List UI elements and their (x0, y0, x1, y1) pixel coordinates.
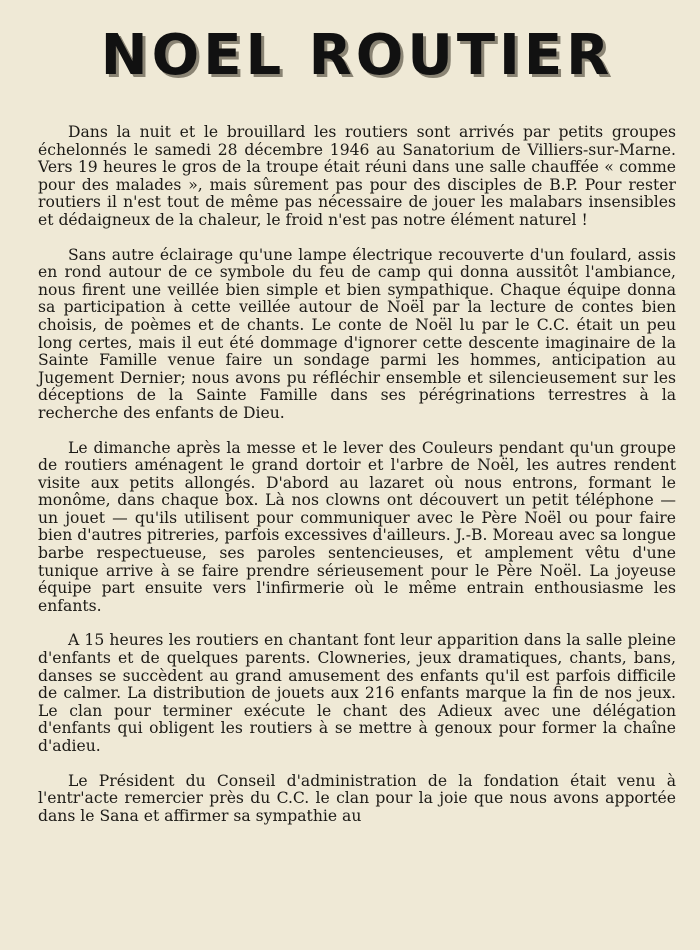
paragraph-3: Le dimanche après la messe et le lever des Couleurs pendant qu'un groupe de routiers aménagent le grand dortoir et l'arbre de Noël, les autres rendent visite aux petits allongés. D'abord au lazaret où nous entrons, formant le monôme, dans chaque box. Là nos clowns ont découvert un petit téléphone — un jouet — qu'ils utilisent pour communiquer avec le Père Noël ou pour faire bien d'autres pitreries, parfois excessives d'ailleurs. J.-B. Moreau avec sa longue barbe respectueuse, ses paroles sentencieuses, et amplement vêtu d'une tunique arrive à se faire prendre sérieusement pour le Père Noël. La joyeuse équipe part ensuite vers l'infirmerie où le même entrain enthousiasme les enfants. (38, 438, 676, 615)
article-title: NOEL ROUTIER (100, 23, 614, 88)
paragraph-5: Le Président du Conseil d'administration de la fondation était venu à l'entr'acte remercier près du C.C. le clan pour la joie que nous avons apportée dans le Sana et affirmer sa sympathie au (38, 771, 676, 825)
paragraph-1: Dans la nuit et le brouillard les routiers sont arrivés par petits groupes échelonnés le samedi 28 décembre 1946 au Sanatorium de Villiers-sur-Marne. Vers 19 heures le gros de la troupe était réuni dans une salle chauffée « comme pour des malades », mais sûrement pas pour des disciples de B.P. Pour rester routiers il n'est tout de même pas nécessaire de jouer les malabars insensibles et dédaigneux de la chaleur, le froid n'est pas notre élément naturel ! (38, 123, 676, 229)
paragraph-4: A 15 heures les routiers en chantant font leur apparition dans la salle pleine d'enfants et de quelques parents. Clowneries, jeux dramatiques, chants, bans, danses se succèdent au grand amusement des enfants qu'il est parfois difficile de calmer. La distribution de jouets aux 216 enfants marque la fin de nos jeux. Le clan pour terminer exécute le chant des Adieux avec une délégation d'enfants qui obligent les routiers à se mettre à genoux pour former la chaîne d'adieu. (38, 631, 676, 755)
paragraph-2: Sans autre éclairage qu'une lampe électrique recouverte d'un foulard, assis en rond autour de ce symbole du feu de camp qui donna aussitôt l'ambiance, nous firent une veillée bien simple et bien sympathique. Chaque équipe donna sa participation à cette veillée autour de Noël par la lecture de contes bien choisis, de poèmes et de chants. Le conte de Noël lu par le C.C. était un peu long certes, mais il eut été dommage d'ignorer cette descente imaginaire de la Sainte Famille venue faire un sondage parmi les hommes, anticipation au Jugement Dernier; nous avons pu réfléchir ensemble et silencieusement sur les déceptions de la Sainte Famille dans ses pérégrinations terrestres à la recherche des enfants de Dieu. (38, 245, 676, 422)
